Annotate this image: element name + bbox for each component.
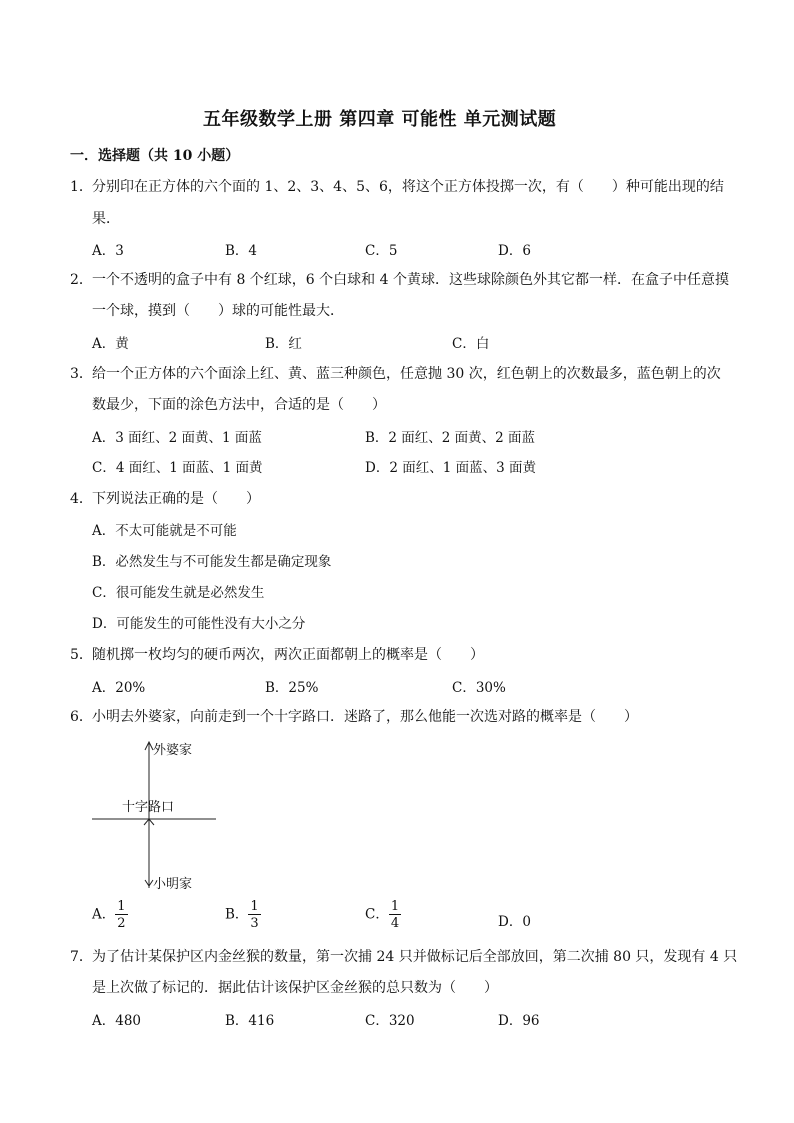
option-c[interactable]: C．30%: [452, 680, 506, 696]
option-a[interactable]: A．黄: [92, 336, 129, 352]
question-text-line: 数最少，下面的涂色方法中，合适的是（ ）: [92, 397, 386, 413]
option-c[interactable]: C．320: [365, 1013, 415, 1029]
option-a[interactable]: A．480: [92, 1013, 142, 1029]
fraction: [115, 900, 127, 930]
question-text-line: 一个球，摸到（ ）球的可能性最大．: [92, 303, 344, 319]
option-a[interactable]: A．3 面红、2 面黄、1 面蓝: [92, 430, 262, 446]
option-b[interactable]: [225, 900, 261, 930]
fraction-denominator: 3: [250, 916, 259, 931]
fraction: [389, 900, 401, 930]
option-a[interactable]: A．3: [92, 243, 124, 259]
option-b[interactable]: B．必然发生与不可能发生都是确定现象: [92, 554, 332, 570]
fraction-denominator: 4: [390, 916, 400, 931]
question-number: 4．: [70, 491, 93, 507]
option-value: 0: [522, 914, 531, 930]
option-b[interactable]: B．4: [225, 243, 258, 259]
option-b[interactable]: B．红: [265, 336, 302, 352]
question-number: 5．: [70, 647, 93, 663]
question-text-line: 果．: [92, 211, 120, 227]
section-heading: 一．选择题（共 10 小题）: [70, 148, 240, 164]
grandma-home-label: 外婆家: [153, 743, 193, 758]
question-text-line: 分别印在正方体的六个面的 1、2、3、4、5、6，将这个正方体投掷一次，有（ ）种可能出现的结: [92, 179, 724, 195]
crossroads-lines: [88, 738, 223, 893]
option-c[interactable]: C．白: [452, 336, 490, 352]
option-letter: D．: [498, 914, 523, 930]
option-b[interactable]: B．2 面红、2 面黄、2 面蓝: [365, 430, 536, 446]
option-c[interactable]: C．4 面红、1 面蓝、1 面黄: [92, 460, 263, 476]
fraction: [248, 900, 260, 930]
option-a[interactable]: A．不太可能就是不可能: [92, 523, 237, 539]
question-text-line: 一个不透明的盒子中有 8 个红球，6 个白球和 4 个黄球．这些球除颜色外其它都一样．在盒子中任意摸: [92, 272, 729, 288]
fraction-numerator: 1: [117, 899, 126, 914]
page-title: 五年级数学上册 第四章 可能性 单元测试题: [203, 109, 557, 130]
question-text-line: 给一个正方体的六个面涂上红、黄、蓝三种颜色，任意抛 30 次，红色朝上的次数最多，蓝色朝上的次: [92, 366, 721, 382]
option-b[interactable]: B．25%: [265, 680, 319, 696]
question-number: 1．: [70, 179, 93, 195]
xiaoming-home-label: 小明家: [153, 877, 193, 892]
fraction-denominator: 2: [117, 916, 126, 931]
question-text-line: 随机掷一枚均匀的硬币两次，两次正面都朝上的概率是（ ）: [92, 647, 484, 663]
option-a[interactable]: A．20%: [92, 680, 146, 696]
question-number: 2．: [70, 272, 93, 288]
fraction-numerator: 1: [390, 899, 400, 914]
question-text-line: 是上次做了标记的．据此估计该保护区金丝猴的总只数为（ ）: [92, 980, 498, 996]
question-number: 3．: [70, 366, 93, 382]
crossroads-label: 十字路口: [122, 800, 175, 815]
option-d[interactable]: [498, 910, 531, 930]
fraction-numerator: 1: [250, 899, 259, 914]
option-d[interactable]: D．6: [498, 243, 531, 259]
question-text-line: 小明去外婆家，向前走到一个十字路口．迷路了，那么他能一次选对路的概率是（ ）: [92, 709, 638, 725]
question-text-line: 下列说法正确的是（ ）: [92, 491, 260, 507]
option-a[interactable]: [92, 900, 128, 930]
option-d[interactable]: D．可能发生的可能性没有大小之分: [92, 616, 306, 632]
option-d[interactable]: D．2 面红、1 面蓝、3 面黄: [365, 460, 536, 476]
option-c[interactable]: C．很可能发生就是必然发生: [92, 585, 265, 601]
question-number: 7．: [70, 949, 93, 965]
question-number: 6．: [70, 709, 93, 725]
question-text-line: 为了估计某保护区内金丝猴的数量，第一次捕 24 只并做标记后全部放回，第二次捕 80 只，发现有 4 只: [92, 949, 738, 965]
option-b[interactable]: B．416: [225, 1013, 275, 1029]
option-c[interactable]: [365, 900, 401, 930]
crossroads-diagram: [88, 738, 223, 893]
option-d[interactable]: D．96: [498, 1013, 540, 1029]
option-letter: A．: [92, 906, 116, 923]
option-letter: B．: [225, 906, 249, 923]
option-letter: C．: [365, 906, 389, 923]
option-c[interactable]: C．5: [365, 243, 398, 259]
